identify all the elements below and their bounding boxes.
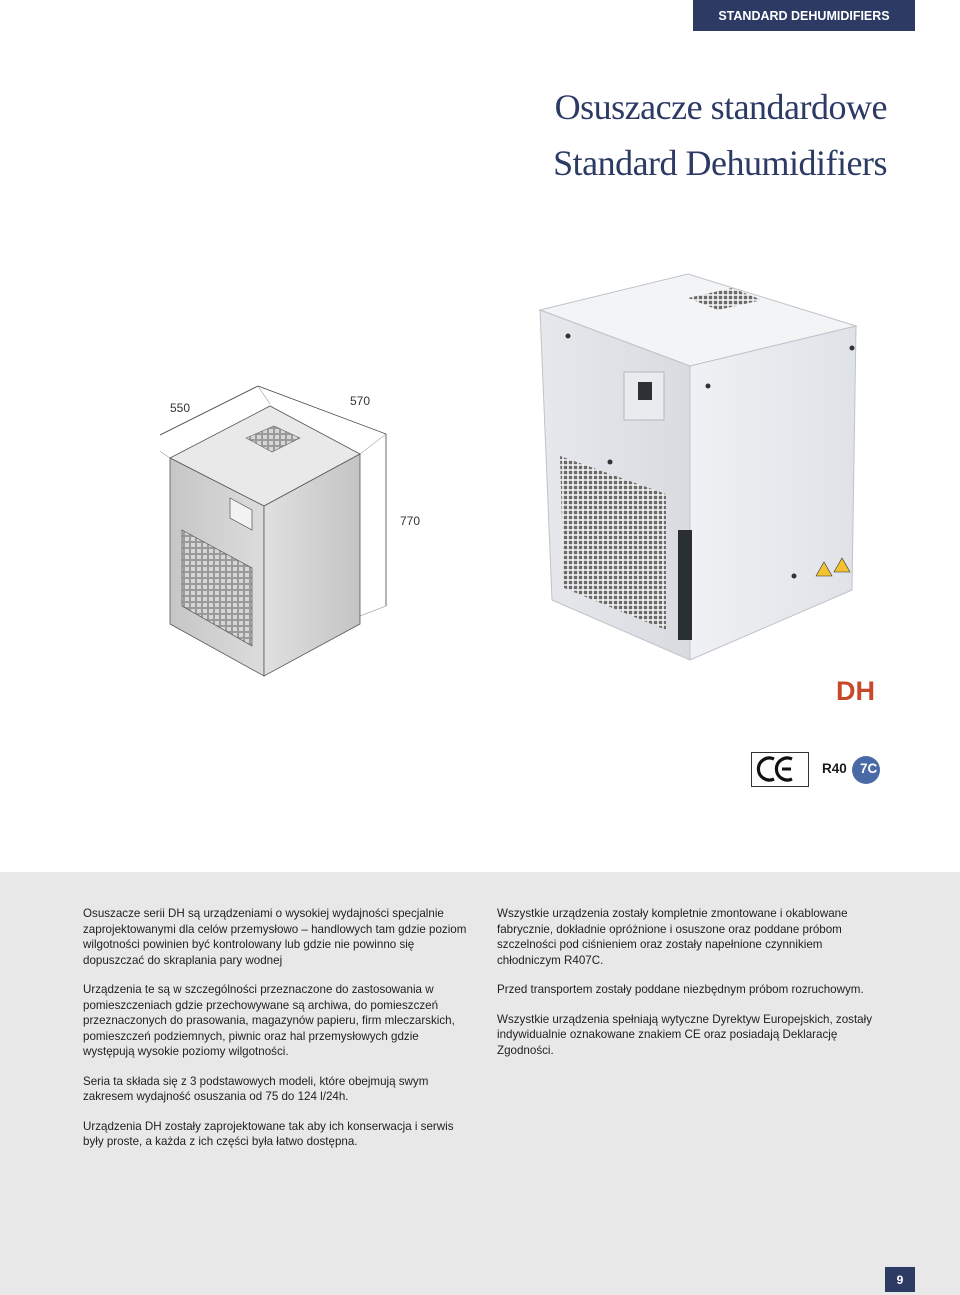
paragraph: Przed transportem zostały poddane niezbędnym próbom rozruchowym.	[497, 983, 864, 996]
body-left-column	[83, 906, 473, 1164]
paragraph: Seria ta składa się z 3 podstawowych modeli, które obejmują swym zakresem wydajność osuszania od 75 do 124 l/24h.	[83, 1074, 429, 1103]
page-number: 9	[885, 1267, 915, 1292]
dimension-height-label: 770	[400, 514, 421, 528]
title-english: Standard Dehumidifiers	[553, 143, 887, 183]
dimension-drawing-svg	[160, 380, 430, 680]
dimension-width-label: 550	[170, 401, 191, 415]
model-name: DH	[836, 676, 875, 706]
product-photo	[538, 270, 860, 670]
paragraph: Urządzenia DH zostały zaprojektowane tak aby ich konserwacja i serwis były proste, a każda z ich części była łatwo dostępna.	[83, 1119, 454, 1148]
paragraph: Urządzenia te są w szczególności przeznaczone do zastosowania w pomieszczeniach gdzie przechowywane są archiwa, do pomieszczeń przeznaczonych do prasowania, magazynów papieru, firm mleczarskich, pomieszczeń podziemnych, piwnic oraz hal przemysłowych gdzie występują wysokie poziomy wilgotności.	[83, 983, 455, 1058]
dimension-drawing	[160, 380, 430, 680]
paragraph: Wszystkie urządzenia zostały kompletnie zmontowane i okablowane fabrycznie, dokładnie opróżnione i osuszone oraz poddane próbom szczelności pod ciśnieniem oraz zostały napełnione czynnikiem chłodniczym R407C.	[497, 907, 848, 967]
body-right-column	[497, 906, 887, 1072]
ce-mark-icon	[752, 753, 807, 785]
ce-mark-logo	[751, 752, 809, 787]
paragraph: Osuszacze serii DH są urządzeniami o wysokiej wydajności specjalnie zaprojektowanymi dla celów przemysłowo – handlowych tam gdzie poziom wilgotności powinien być kontrolowany lub gdzie nie powinno się dopuszczać do skraplania pary wodnej	[83, 907, 467, 967]
title-polish: Osuszacze standardowe	[554, 87, 887, 127]
refrigerant-badge	[822, 756, 886, 784]
product-photo-svg	[538, 270, 860, 670]
paragraph: Wszystkie urządzenia spełniają wytyczne Dyrektyw Europejskich, zostały indywidualnie oznakowane znakiem CE oraz posiadają Deklarację Zgodności.	[497, 1012, 873, 1057]
refrigerant-prefix: R40	[822, 761, 847, 776]
section-header-bar	[693, 0, 915, 31]
dimension-depth-label: 570	[350, 394, 371, 408]
refrigerant-suffix: 7C	[860, 761, 878, 776]
section-header-label: STANDARD DEHUMIDIFIERS	[718, 8, 890, 23]
